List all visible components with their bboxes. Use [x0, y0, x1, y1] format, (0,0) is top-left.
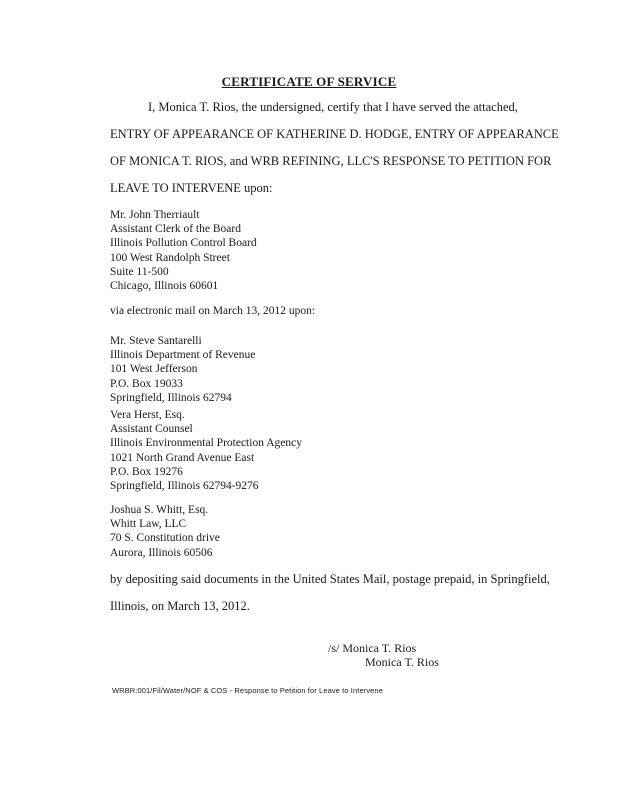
recipient-block-santarelli [110, 334, 255, 405]
address-line: 100 West Randolph Street [110, 251, 230, 264]
address-line: Illinois Department of Revenue [110, 349, 256, 362]
address-line: Illinois Environmental Protection Agency [110, 437, 302, 450]
address-line: Springfield, Illinois 62794-9276 [110, 480, 259, 493]
address-line: Springfield, Illinois 62794 [110, 391, 232, 404]
via-electronic-mail-line [110, 304, 315, 318]
recipient-block-herst [110, 408, 302, 493]
address-line: P.O. Box 19276 [110, 465, 183, 478]
address-line: Chicago, Illinois 60601 [110, 280, 219, 293]
closing-line-1: by depositing said documents in the United States Mail, postage prepaid, in Springfield, [110, 572, 550, 586]
body-line-2: OF MONICA T. RIOS, and WRB REFINING, LLC'S RESPONSE TO PETITION FOR [110, 154, 552, 168]
address-line: Assistant Clerk of the Board [110, 223, 241, 236]
address-line: P.O. Box 19033 [110, 377, 183, 390]
address-line: Aurora, Illinois 60506 [110, 546, 213, 559]
recipient-block-whitt [110, 503, 220, 560]
address-line: 70 S. Constitution drive [110, 532, 220, 545]
body-line-1: ENTRY OF APPEARANCE OF KATHERINE D. HODGE, ENTRY OF APPEARANCE [110, 127, 559, 141]
certificate-title: CERTIFICATE OF SERVICE [221, 74, 397, 89]
address-line: Suite 11-500 [110, 265, 169, 278]
address-line: Assistant Counsel [110, 423, 193, 436]
address-line: Illinois Pollution Control Board [110, 237, 257, 250]
address-line: Whitt Law, LLC [110, 518, 187, 531]
intro-line: I, Monica T. Rios, the undersigned, certify that I have served the attached, [148, 100, 518, 114]
body-line-3: LEAVE TO INTERVENE upon: [110, 181, 273, 195]
address-line: Joshua S. Whitt, Esq. [110, 504, 209, 516]
signature-slash: /s/ Monica T. Rios [328, 641, 417, 655]
address-line: Mr. Steve Santarelli [110, 335, 202, 347]
recipient-block-therriault [110, 208, 257, 293]
via-line: via electronic mail on March 13, 2012 upon: [110, 305, 316, 317]
address-line: 1021 North Grand Avenue East [110, 451, 255, 464]
address-line: Vera Herst, Esq. [110, 409, 185, 421]
address-line: Mr. John Therriault [110, 209, 200, 221]
document-footer: WRBR:001/Fil/Water/NOF & COS - Response to Petition for Leave to Intervene [112, 686, 383, 695]
address-line: 101 West Jefferson [110, 363, 198, 376]
closing-line-2: Illinois, on March 13, 2012. [110, 599, 250, 613]
signature-name: Monica T. Rios [365, 655, 439, 669]
